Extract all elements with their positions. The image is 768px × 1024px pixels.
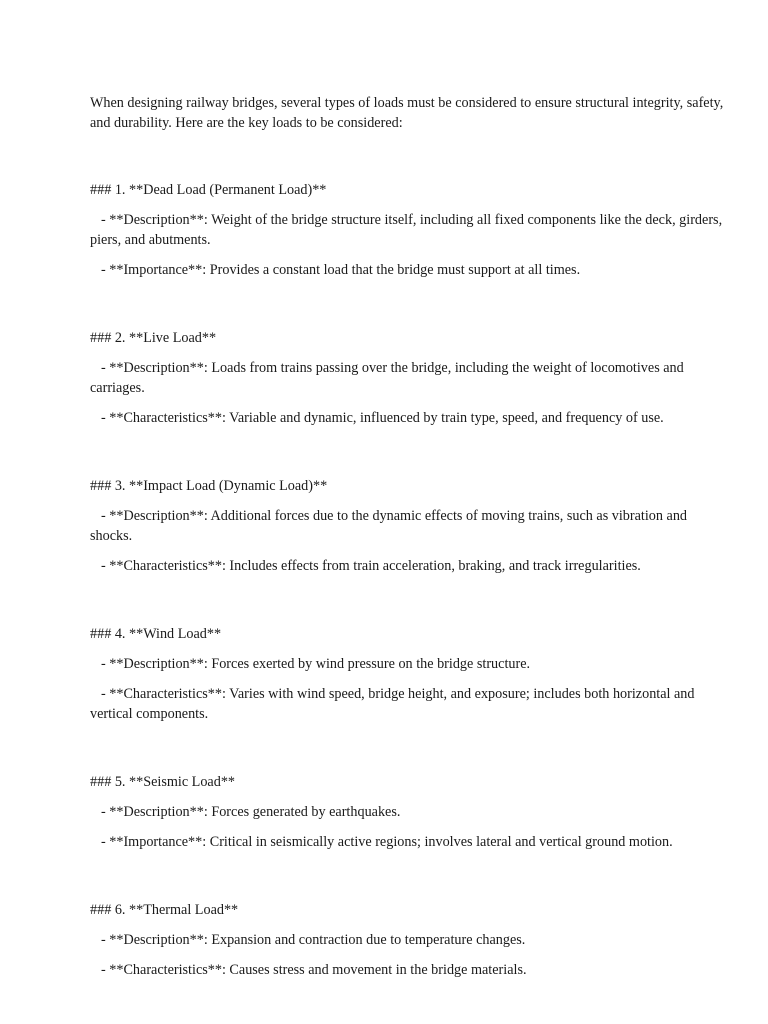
intro-paragraph: When designing railway bridges, several types of loads must be considered to ensure structural integrity, safety, and durability. Here are the key loads to be considered: [90, 95, 724, 131]
list-item: - **Description**: Expansion and contraction due to temperature changes. [101, 932, 526, 948]
section-heading: ### 4. **Wind Load** [90, 626, 222, 642]
list-item: - **Description**: Weight of the bridge structure itself, including all fixed components like the deck, girders, piers, and abutments. [90, 212, 723, 248]
document-page [90, 93, 730, 980]
list-item: - **Importance**: Provides a constant load that the bridge must support at all times. [101, 262, 581, 278]
section-heading: ### 2. **Live Load** [90, 330, 217, 346]
list-item: - **Description**: Additional forces due to the dynamic effects of moving trains, such as vibration and shocks. [90, 508, 688, 544]
section-live-load [90, 328, 730, 428]
section-seismic-load [90, 772, 730, 852]
section-heading: ### 1. **Dead Load (Permanent Load)** [90, 182, 327, 198]
list-item: - **Characteristics**: Includes effects from train acceleration, braking, and track irregularities. [101, 558, 641, 574]
list-item: - **Characteristics**: Varies with wind speed, bridge height, and exposure; includes both horizontal and vertical components. [90, 686, 695, 722]
list-item: - **Description**: Loads from trains passing over the bridge, including the weight of locomotives and carriages. [90, 360, 684, 396]
list-item: - **Description**: Forces generated by earthquakes. [101, 804, 401, 820]
section-thermal-load [90, 900, 730, 980]
section-heading: ### 3. **Impact Load (Dynamic Load)** [90, 478, 328, 494]
list-item: - **Description**: Forces exerted by wind pressure on the bridge structure. [101, 656, 531, 672]
list-item: - **Characteristics**: Causes stress and movement in the bridge materials. [101, 962, 527, 978]
list-item: - **Importance**: Critical in seismically active regions; involves lateral and vertical ground motion. [101, 834, 673, 850]
section-heading: ### 6. **Thermal Load** [90, 902, 239, 918]
list-item: - **Characteristics**: Variable and dynamic, influenced by train type, speed, and frequency of use. [101, 410, 664, 426]
section-impact-load [90, 476, 730, 576]
section-wind-load [90, 624, 730, 724]
section-dead-load [90, 180, 730, 280]
section-heading: ### 5. **Seismic Load** [90, 774, 236, 790]
